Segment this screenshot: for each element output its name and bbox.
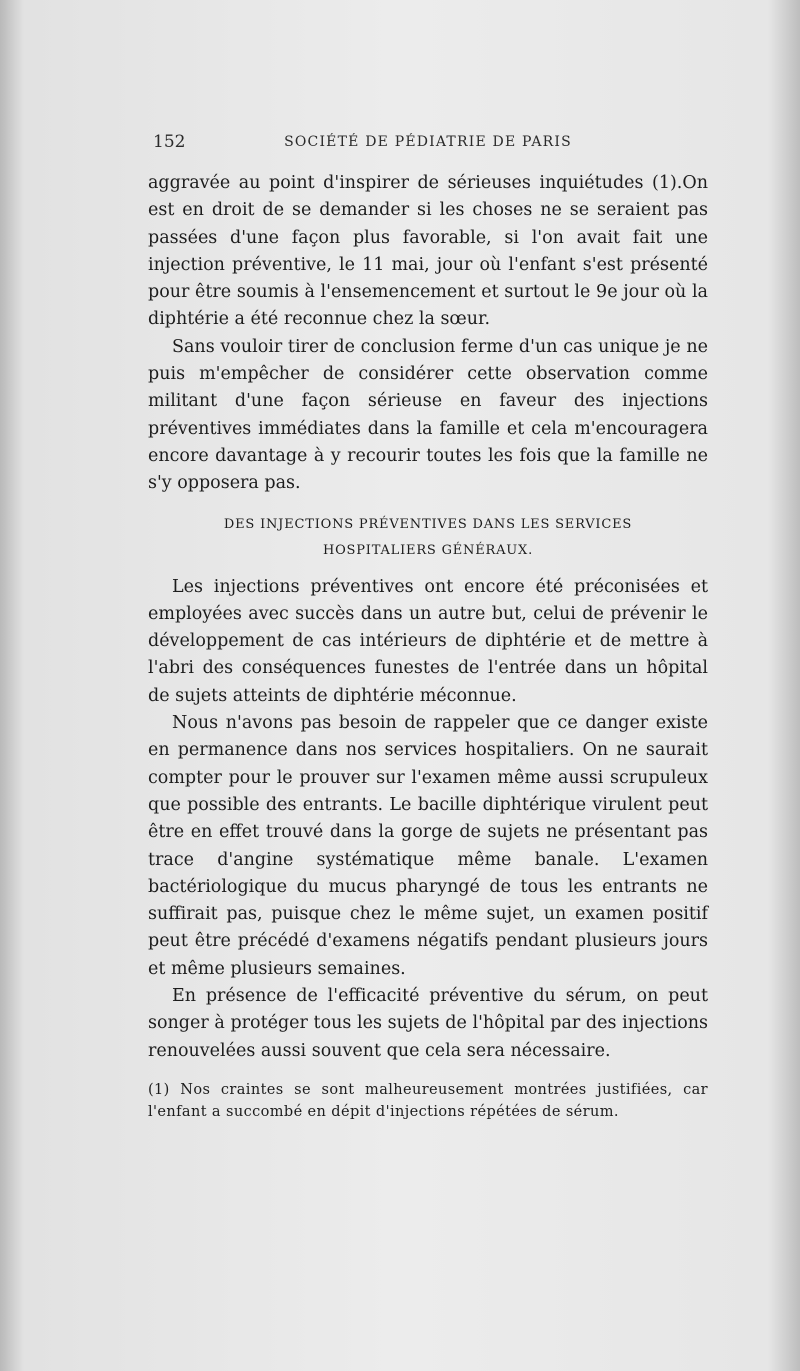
section-title bbox=[148, 512, 708, 564]
paragraph: En présence de l'efficacité préventive du sérum, on peut songer à protéger tous les sujets de l'hôpital par des injections renouvelées aussi souvent que cela sera nécessaire. bbox=[148, 986, 708, 1061]
footnote: (1) Nos craintes se sont malheureusement montrées justifiées, car l'enfant a succombé en dépit d'injections répétées de sérum. bbox=[148, 1081, 708, 1120]
page-number: 152 bbox=[153, 132, 186, 152]
page-body bbox=[148, 170, 708, 1137]
section-title-line-1: DES INJECTIONS PRÉVENTIVES DANS LES SERVICES bbox=[223, 516, 633, 532]
paragraph-continued: aggravée au point d'inspirer de sérieuses inquiétudes (1).On est en droit de se demander si les choses ne se seraient pas passées d'une façon plus favorable, si l'on avait fait une injection préventive, le 11 mai, jour où l'enfant s'est présenté pour être soumis à l'ensemencement et surtout le 9e jour où la diphtérie a été reconnue chez la sœur. bbox=[148, 173, 708, 330]
paragraph: Sans vouloir tirer de conclusion ferme d'un cas unique je ne puis m'empêcher de considérer cette observation comme militant d'une façon sérieuse en faveur des injections préventives immédiates dans la famille et cela m'encouragera encore davantage à y recourir toutes les fois que la famille ne s'y opposera pas. bbox=[148, 336, 708, 494]
paragraph: Les injections préventives ont encore été préconisées et employées avec succès dans un autre but, celui de prévenir le développement de cas intérieurs de diphtérie et de mettre à l'abri des conséquences funestes de l'entrée dans un hôpital de sujets atteints de diphtérie méconnue. bbox=[148, 576, 708, 706]
page-header bbox=[148, 132, 708, 156]
section-title-line-2: HOSPITALIERS GÉNÉRAUX. bbox=[322, 542, 534, 558]
running-title: SOCIÉTÉ DE PÉDIATRIE DE PARIS bbox=[284, 134, 572, 150]
paragraph: Nous n'avons pas besoin de rappeler que ce danger existe en permanence dans nos services hospitaliers. On ne saurait compter pour le prouver sur l'examen même aussi scrupuleux que possible des entrants. Le bacille diphtérique virulent peut être en effet trouvé dans la gorge de sujets ne présentant pas trace d'angine systématique même banale. L'examen bactériologique du mucus pharyngé de tous les entrants ne suffirait pas, puisque chez le même sujet, un examen positif peut être précédé d'examens négatifs pendant plusieurs jours et même plusieurs semaines. bbox=[148, 713, 708, 979]
